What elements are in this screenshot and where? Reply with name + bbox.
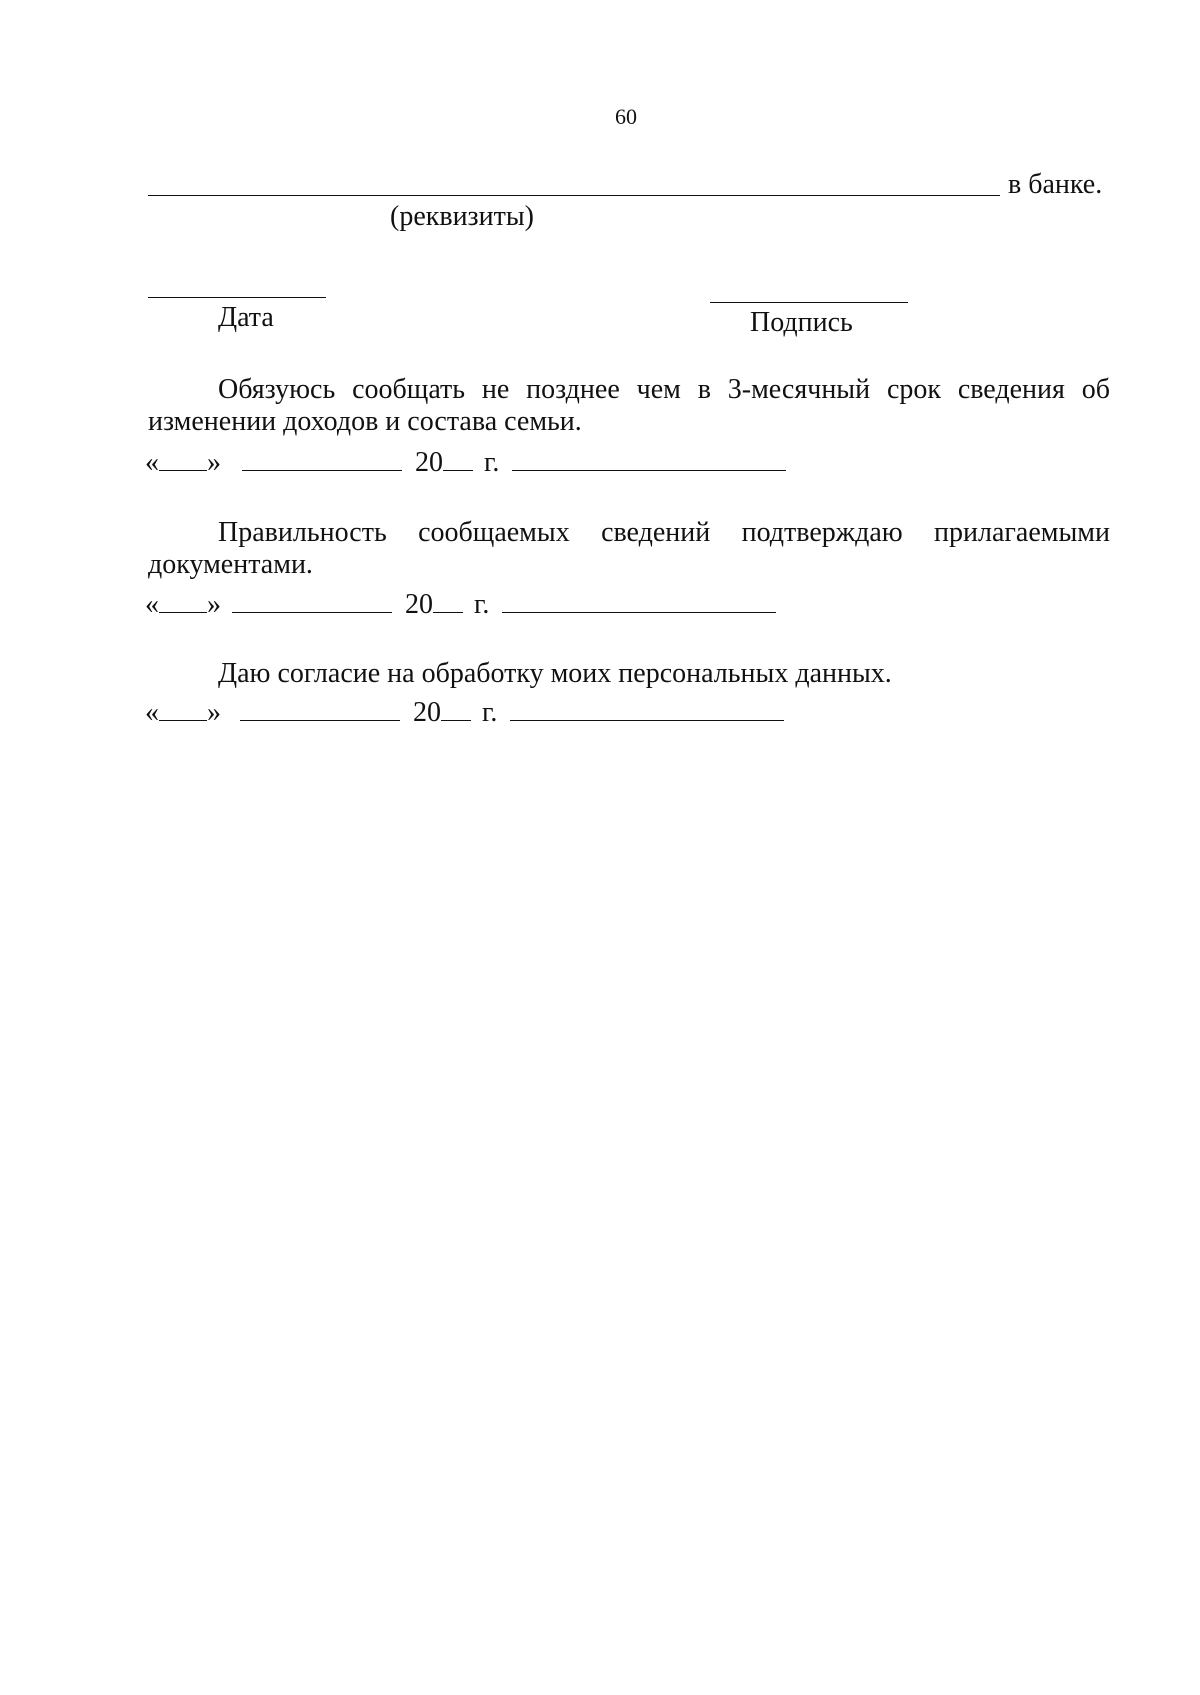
bank-suffix-text: в банке. — [1008, 169, 1103, 200]
page-number: 60 — [615, 104, 637, 129]
month-blank — [242, 446, 402, 471]
section-2-text: Правильность сообщаемых сведений подтверждаю прилагаемыми документами. — [148, 517, 1110, 580]
section-3-date-row — [145, 696, 784, 729]
day-blank — [159, 696, 207, 721]
year-prefix: 20 — [405, 589, 433, 620]
requisites-caption: (реквизиты) — [390, 201, 534, 232]
year-suffix: г. — [484, 447, 500, 478]
section-1-date-row — [145, 446, 786, 479]
month-blank — [232, 588, 392, 613]
signature-blank — [512, 446, 786, 471]
close-quote: » — [207, 589, 221, 620]
bank-requisites-line — [148, 195, 1000, 196]
year-suffix: г. — [482, 697, 498, 728]
month-blank — [240, 696, 400, 721]
signature-blank — [502, 588, 776, 613]
year-blank — [443, 446, 473, 471]
day-blank — [159, 588, 207, 613]
date-label: Дата — [218, 302, 274, 333]
year-blank — [441, 696, 471, 721]
section-1-text: Обязуюсь сообщать не позднее чем в 3-месячный срок сведения об изменении доходов и состава семьи. — [148, 374, 1110, 437]
year-prefix: 20 — [415, 447, 443, 478]
signature-blank — [510, 696, 784, 721]
open-quote: « — [145, 589, 159, 620]
year-prefix: 20 — [413, 697, 441, 728]
close-quote: » — [207, 697, 221, 728]
year-suffix: г. — [474, 589, 490, 620]
day-blank — [159, 446, 207, 471]
close-quote: » — [207, 447, 221, 478]
section-3-text: Даю согласие на обработку моих персональных данных. — [218, 658, 892, 689]
year-blank — [433, 588, 463, 613]
open-quote: « — [145, 447, 159, 478]
open-quote: « — [145, 697, 159, 728]
section-2-date-row — [145, 588, 776, 621]
signature-label: Подпись — [750, 307, 853, 338]
date-line — [148, 297, 326, 298]
signature-line — [710, 302, 908, 303]
